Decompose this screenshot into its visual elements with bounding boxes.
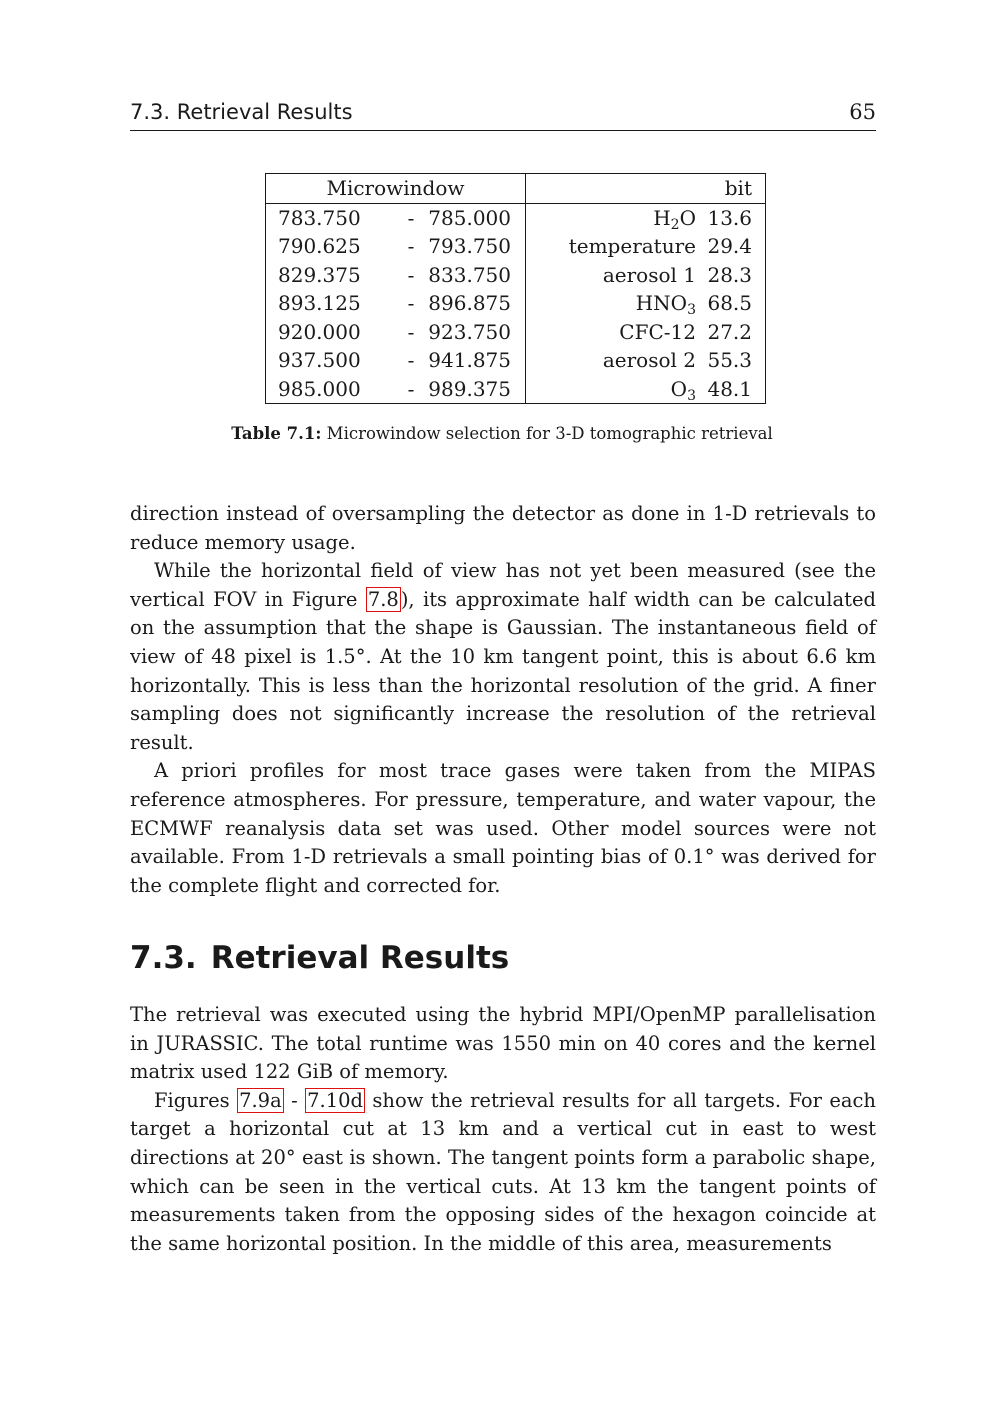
header-target xyxy=(526,174,697,204)
target-subscript: 3 xyxy=(687,387,696,404)
cell-bit: 13.6 xyxy=(696,203,766,232)
table-row xyxy=(266,375,766,404)
table-row xyxy=(266,318,766,347)
running-header-section: 7.3. Retrieval Results xyxy=(130,100,353,124)
cell-dash: - xyxy=(407,262,415,287)
target-subscript: 3 xyxy=(687,302,696,319)
cell-end: 833.750 xyxy=(428,262,511,287)
paragraph-text: - xyxy=(283,1088,306,1112)
cell-start: 783.750 xyxy=(266,203,398,232)
cell-end: 896.875 xyxy=(428,291,511,315)
body-text-before-section xyxy=(130,500,876,900)
paragraph: A priori profiles for most trace gases were taken from the MIPAS reference atmospheres. For pressure, temperature, and water vapour, the ECMWF reanalysis data set was used. Other model sources were not available. From 1-D retrievals a small pointing bias of 0.1° was derived for the complete flight and corrected for. xyxy=(130,759,876,897)
cell-end: 941.875 xyxy=(428,348,511,372)
cell-bit: 48.1 xyxy=(696,375,766,404)
paragraph-text: While the horizontal field of view has not yet been measured (see the vertical FOV in Figure xyxy=(130,559,876,611)
cell-bit: 28.3 xyxy=(696,261,766,290)
figure-link-7-9a[interactable]: 7.9a xyxy=(239,1088,282,1112)
target-main: temperature xyxy=(568,234,696,258)
target-main: aerosol 2 xyxy=(602,348,696,372)
cell-end: 785.000 xyxy=(428,205,511,230)
cell-target xyxy=(526,261,697,290)
cell-start: 893.125 xyxy=(266,289,398,318)
target-main: aerosol 1 xyxy=(602,262,696,287)
cell-start: 937.500 xyxy=(266,346,398,375)
section-heading xyxy=(130,936,509,980)
table-row xyxy=(266,261,766,290)
cell-end: 989.375 xyxy=(425,375,526,404)
cell-target xyxy=(526,346,697,375)
cell-dash: - xyxy=(407,205,415,230)
paragraph: direction instead of oversampling the detector as done in 1-D retrievals to reduce memory usage. xyxy=(130,502,876,554)
figure-link-7-10d[interactable]: 7.10d xyxy=(307,1088,363,1112)
cell-end: 793.750 xyxy=(428,234,511,258)
running-header xyxy=(130,98,876,131)
table-header-row xyxy=(266,174,766,204)
header-microwindow: Microwindow xyxy=(266,174,526,204)
table-row xyxy=(266,346,766,375)
cell-dash: - xyxy=(407,319,415,344)
cell-target xyxy=(526,318,697,347)
cell-bit: 55.3 xyxy=(696,346,766,375)
section-number: 7.3. xyxy=(130,940,197,976)
cell-target xyxy=(526,203,697,232)
cell-dash: - xyxy=(397,375,425,404)
paragraph xyxy=(130,557,876,757)
cell-bit: 27.2 xyxy=(696,318,766,347)
cell-start: 790.625 xyxy=(266,232,398,261)
cell-start: 985.000 xyxy=(266,375,398,404)
cell-bit: 29.4 xyxy=(696,232,766,261)
table-row xyxy=(266,289,766,318)
cell-target xyxy=(526,289,697,318)
cell-bit: 68.5 xyxy=(696,289,766,318)
cell-target xyxy=(526,375,697,404)
table-row xyxy=(266,232,766,261)
target-main: H xyxy=(653,205,671,230)
table-row xyxy=(266,203,766,232)
target-main: O xyxy=(670,376,688,401)
paragraph-text: show the retrieval results for all targets. For each target a horizontal cut at 13 km and a vertical cut in east to west directions at 20° east is shown. The tangent points form a parabolic shape, which can be seen in the vertical cuts. At 13 km the tangent points of measurements taken from the opposing sides of the hexagon coincide at the same horizontal position. In the middle of this area, measurements xyxy=(130,1088,876,1255)
cell-dash: - xyxy=(407,348,415,372)
caption-label: Table 7.1: xyxy=(231,424,322,443)
target-main: HNO xyxy=(635,291,688,315)
cell-start: 920.000 xyxy=(266,318,398,347)
caption-text: Microwindow selection for 3-D tomographic retrieval xyxy=(321,424,773,443)
paragraph xyxy=(130,1087,876,1259)
cell-target xyxy=(526,232,697,261)
page-number: 65 xyxy=(849,100,876,124)
cell-end: 923.750 xyxy=(428,319,511,344)
body-text-after-section xyxy=(130,1001,876,1258)
target-main: CFC-12 xyxy=(619,319,696,344)
paragraph-text: Figures xyxy=(154,1088,238,1112)
table-caption xyxy=(0,424,1000,443)
cell-dash: - xyxy=(407,291,415,315)
section-title: Retrieval Results xyxy=(210,940,510,976)
figure-link-7-8[interactable]: 7.8 xyxy=(367,587,399,611)
target-tail: O xyxy=(679,205,696,230)
target-subscript: 2 xyxy=(670,216,680,233)
cell-start: 829.375 xyxy=(266,261,398,290)
paragraph-text: ), its approximate half width can be calculated on the assumption that the shape is Gaussian. The instantaneous field of view of 48 pixel is 1.5°. At the 10 km tangent point, this is about 6.6 km horizontally. This is less than the horizontal resolution of the grid. A finer sampling does not significantly increase the resolution of the retrieval result. xyxy=(130,587,877,754)
microwindow-table xyxy=(265,173,766,404)
cell-dash: - xyxy=(407,234,415,258)
header-bit: bit xyxy=(696,174,766,204)
paragraph: The retrieval was executed using the hybrid MPI/OpenMP parallelisation in JURASSIC. The total runtime was 1550 min on 40 cores and the kernel matrix used 122 GiB of memory. xyxy=(130,1003,876,1084)
